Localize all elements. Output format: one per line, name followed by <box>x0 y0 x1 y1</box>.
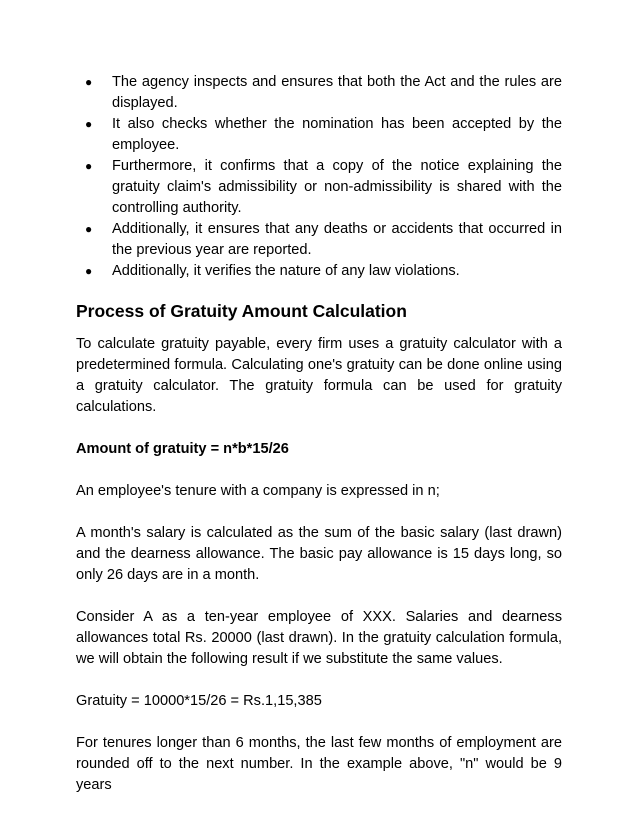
bullet-dot-icon: ● <box>85 264 93 278</box>
list-item <box>76 156 562 219</box>
list-item <box>76 261 562 282</box>
list-item-text: Additionally, it ensures that any deaths or accidents that occurred in the previous year are reported. <box>112 221 562 258</box>
list-item <box>76 114 562 156</box>
section-heading: Process of Gratuity Amount Calculation <box>76 301 407 321</box>
intro-paragraph: To calculate gratuity payable, every firm uses a gratuity calculator with a predetermined formula. Calculating one's gratuity can be done online using a gratuity calculator. The gratuity formula can be used for gratuity calculations. <box>76 336 562 415</box>
example-paragraph: Consider A as a ten-year employee of XXX. Salaries and dearness allowances total Rs. 20000 (last drawn). In the gratuity calculation formula, we will obtain the following result if we substitute the same values. <box>76 609 562 667</box>
salary-paragraph: A month's salary is calculated as the sum of the basic salary (last drawn) and the dearness allowance. The basic pay allowance is 15 days long, so only 26 days are in a month. <box>76 525 562 583</box>
list-item <box>76 219 562 261</box>
formula-paragraph: Amount of gratuity = n*b*15/26 <box>76 441 289 457</box>
list-item-text: It also checks whether the nomination has been accepted by the employee. <box>112 116 562 153</box>
bullet-list <box>76 72 562 282</box>
bullet-dot-icon: ● <box>85 117 93 131</box>
list-item-text: Additionally, it verifies the nature of any law violations. <box>112 263 460 279</box>
rounding-paragraph: For tenures longer than 6 months, the last few months of employment are rounded off to the next number. In the example above, "n" would be 9 years <box>76 735 562 793</box>
document-page <box>76 72 562 817</box>
list-item-text: Furthermore, it confirms that a copy of the notice explaining the gratuity claim's admissibility or non-admissibility is shared with the controlling authority. <box>112 158 562 216</box>
bullet-dot-icon: ● <box>85 75 93 89</box>
result-paragraph: Gratuity = 10000*15/26 = Rs.1,15,385 <box>76 693 322 709</box>
list-item-text: The agency inspects and ensures that both the Act and the rules are displayed. <box>112 74 562 111</box>
tenure-paragraph: An employee's tenure with a company is expressed in n; <box>76 483 440 499</box>
bullet-dot-icon: ● <box>85 159 93 173</box>
bullet-dot-icon: ● <box>85 222 93 236</box>
list-item <box>76 72 562 114</box>
